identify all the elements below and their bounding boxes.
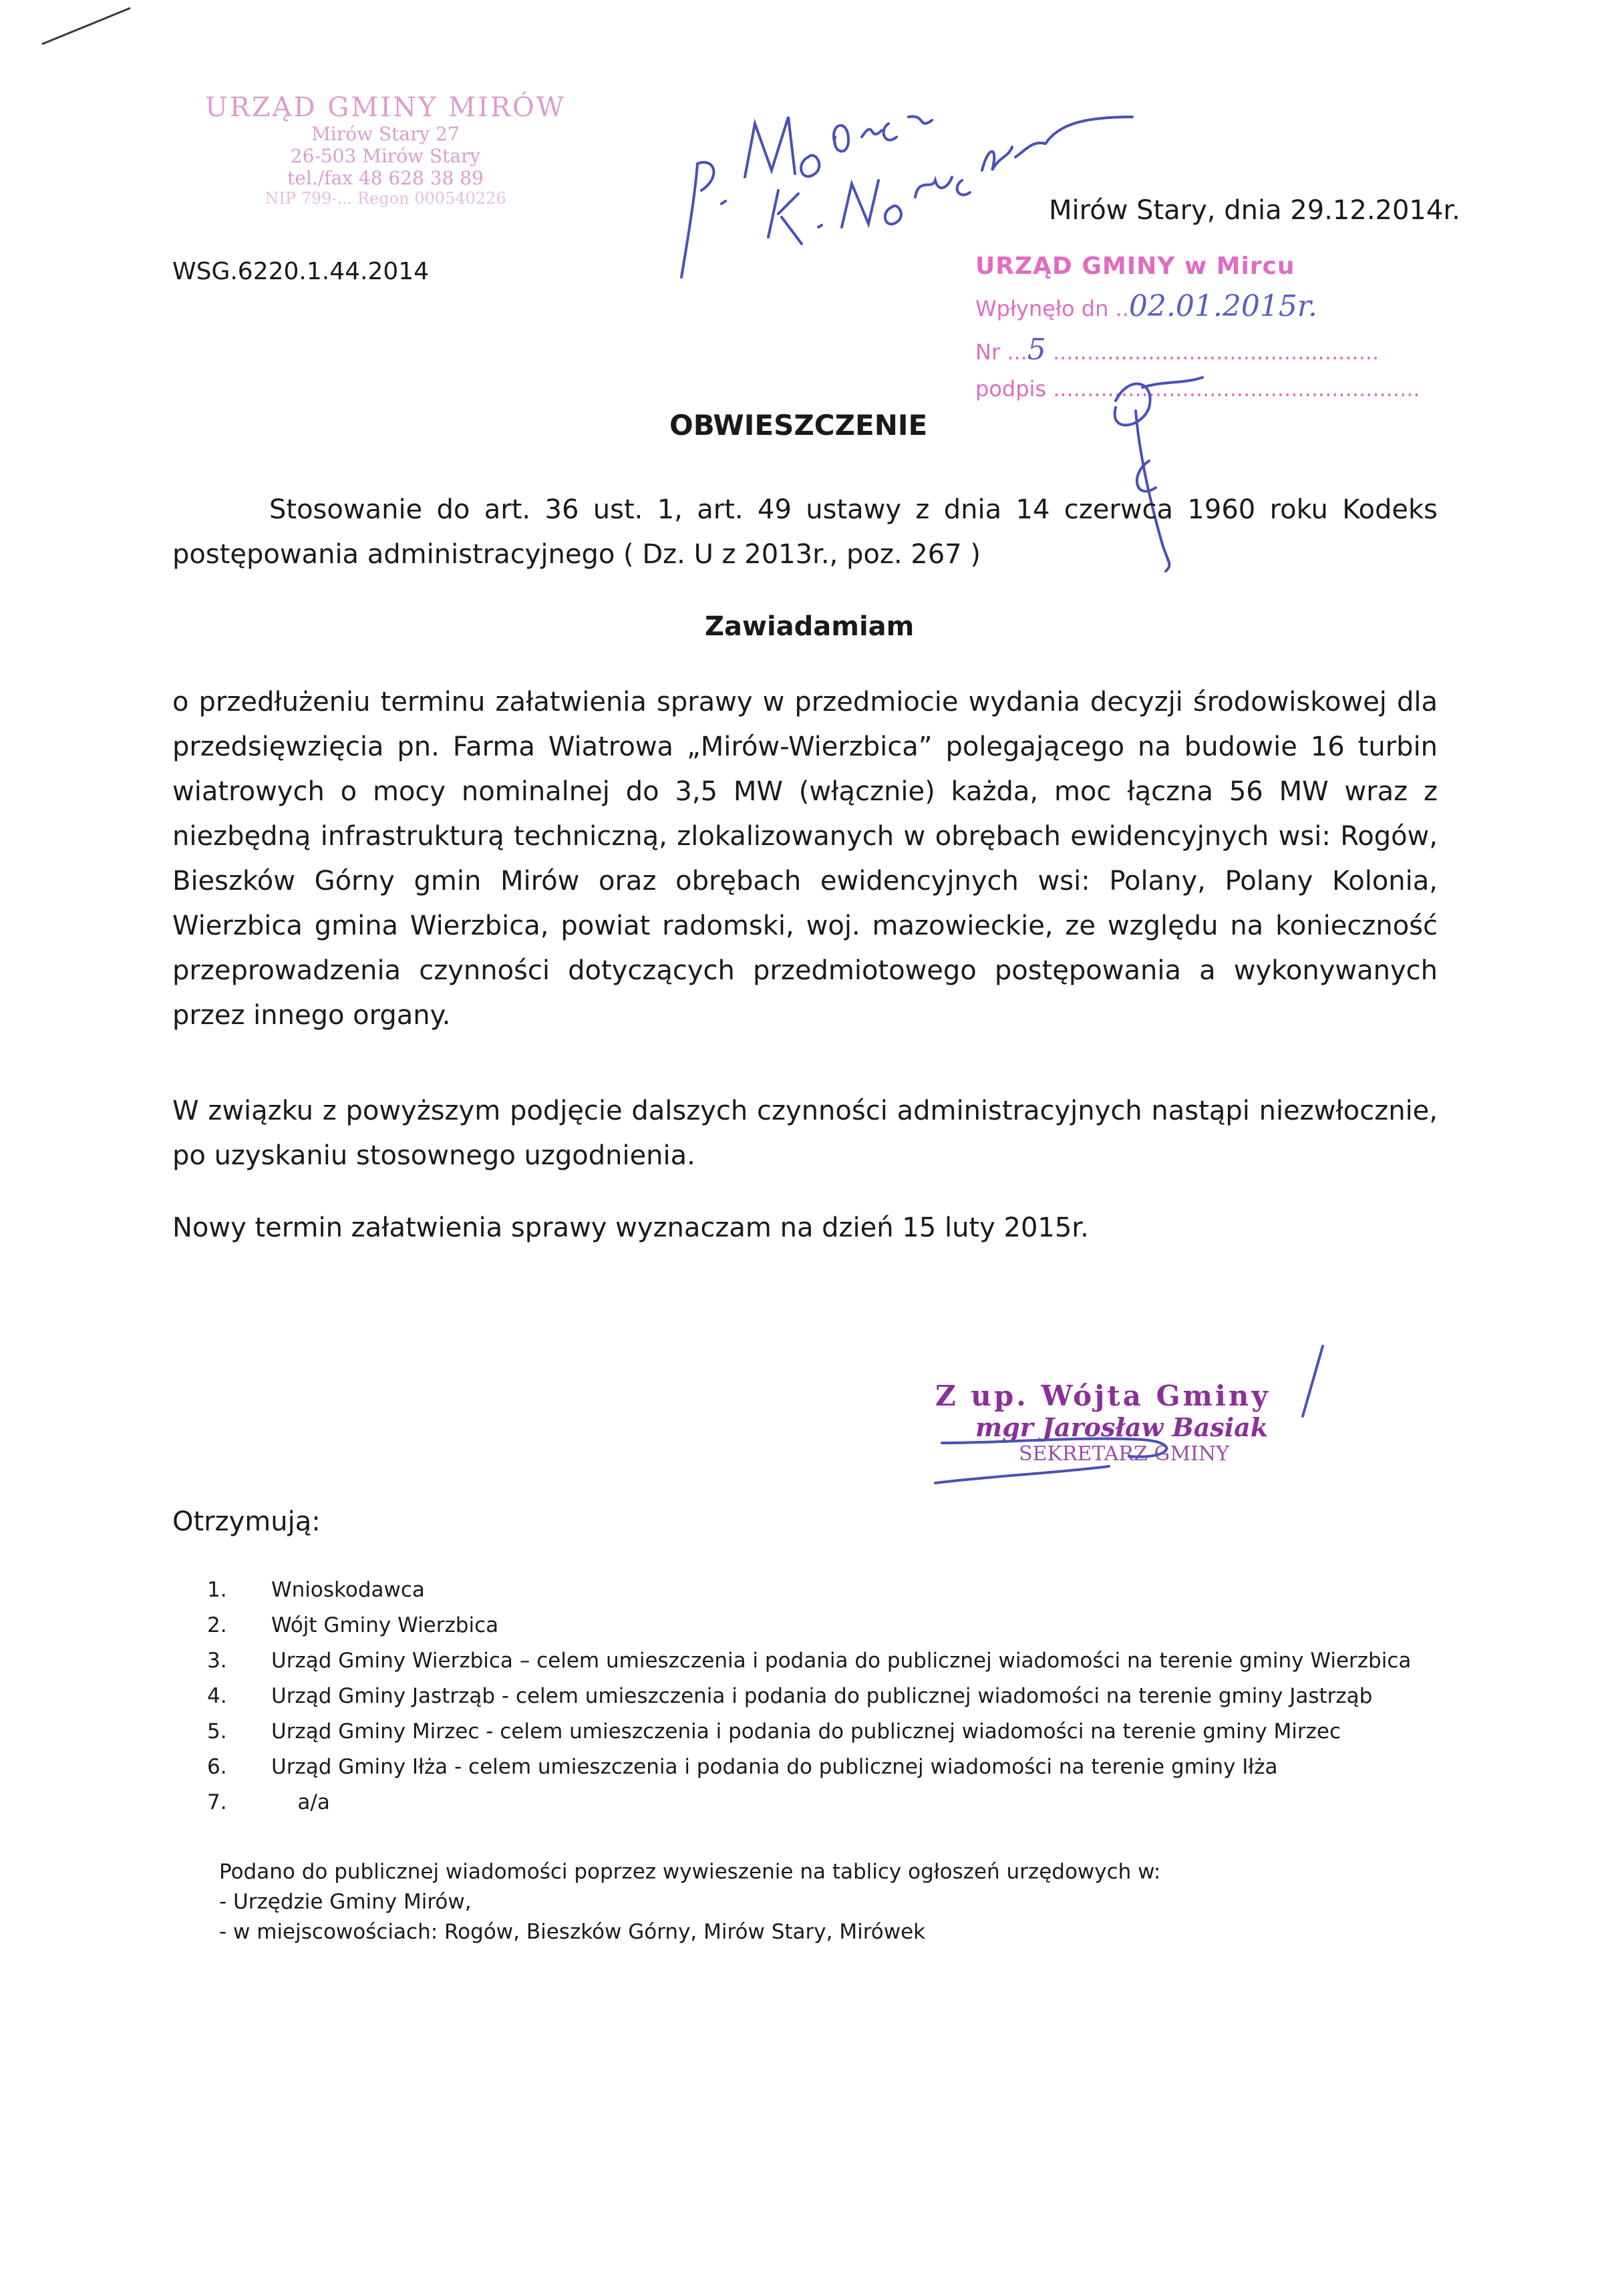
- signature-line-2: mgr Jarosław Basiak: [975, 1412, 1269, 1442]
- recipients-list: [207, 1578, 1411, 1826]
- list-item: 6. Urząd Gminy Iłża - celem umieszczenia i podania do publicznej wiadomości na terenie gminy Iłża: [207, 1755, 1278, 1779]
- office-stamp-ids: NIP 799-... Regon 000540226: [265, 189, 506, 208]
- received-number-label: Nr: [975, 339, 1001, 365]
- received-date-row: Wpłynęło dn ..02.01.2015r.: [975, 289, 1318, 323]
- office-stamp-address-1: Mirów Stary 27: [311, 123, 460, 145]
- document-subtitle: Zawiadamiam: [705, 611, 915, 642]
- office-stamp-address-2: 26-503 Mirów Stary: [290, 145, 481, 167]
- office-stamp: [195, 92, 576, 208]
- signature-line-1: Z up. Wójta Gminy: [935, 1379, 1271, 1412]
- list-item: 7. a/a: [207, 1790, 330, 1814]
- main-paragraph: o przedłużeniu terminu załatwienia sprawy w przedmiocie wydania decyzji środowiskowej dla przedsięwzięcia pn. Farma Wiatrowa „Mirów-Wierzbica” polegającego na budowie 16 turbin wiatrowych o mocy nominalnej do 3,5 MW (włącznie) każda, moc łączna 56 MW wraz z niezbędną infrastrukturą techniczną, zlokalizowanych w obrębach ewidencyjnych wsi: Rogów, Bieszków Górny gmin Mirów oraz obrębach ewidencyjnych wsi: Polany, Polany Kolonia, Wierzbica gmina Wierzbica, powiat radomski, woj. mazowieckie, ze względu na konieczność przeprowadzenia czynności dotyczących przedmiotowego postępowania a wykonywanych przez innego organy.: [172, 687, 1438, 1031]
- notice-line-1: Podano do publicznej wiadomości poprzez wywieszenie na tablicy ogłoszeń urzędowych w:: [219, 1860, 1161, 1884]
- signature-line-3: SEKRETARZ GMINY: [1019, 1442, 1229, 1466]
- document-date: Mirów Stary, dnia 29.12.2014r.: [1049, 195, 1460, 226]
- list-item: 5. Urząd Gminy Mirzec - celem umieszczenia i podania do publicznej wiadomości na terenie gminy Mirzec: [207, 1719, 1341, 1744]
- pen-mark: [37, 0, 137, 50]
- received-date-label: Wpłynęło dn: [975, 296, 1109, 321]
- list-item: 3. Urząd Gminy Wierzbica – celem umieszczenia i podania do publicznej wiadomości na terenie gminy Wierzbica: [207, 1649, 1412, 1673]
- office-stamp-name: URZĄD GMINY MIRÓW: [205, 92, 566, 123]
- deadline-paragraph: Nowy termin załatwienia sprawy wyznaczam na dzień 15 luty 2015r.: [172, 1212, 1089, 1243]
- received-number-row: Nr ...5 ................................................: [975, 333, 1380, 367]
- list-item: 2. Wójt Gminy Wierzbica: [207, 1613, 499, 1637]
- list-item: 4. Urząd Gminy Jastrząb - celem umieszczenia i podania do publicznej wiadomości na terenie gminy Jastrząb: [207, 1684, 1373, 1708]
- notice-line-2: - Urzędzie Gminy Mirów,: [219, 1890, 472, 1914]
- received-signature-row: podpis ......................................................: [975, 376, 1420, 401]
- notice-line-3: - w miejscowościach: Rogów, Bieszków Górny, Mirów Stary, Mirówek: [219, 1920, 926, 1944]
- received-date-value: 02.01.2015r.: [1128, 289, 1318, 323]
- list-item: 1. Wnioskodawca: [207, 1578, 425, 1602]
- reference-number: WSG.6220.1.44.2014: [172, 258, 430, 285]
- document-title: OBWIESZCZENIE: [669, 409, 928, 442]
- received-signature-label: podpis: [975, 376, 1047, 401]
- received-stamp-title: URZĄD GMINY w Mircu: [975, 253, 1295, 280]
- followup-paragraph: W związku z powyższym podjęcie dalszych czynności administracyjnych nastąpi niezwłocznie, po uzyskaniu stosownego uzgodnienia.: [172, 1096, 1438, 1171]
- recipients-heading: Otrzymują:: [172, 1506, 321, 1537]
- intro-paragraph: Stosowanie do art. 36 ust. 1, art. 49 ustawy z dnia 14 czerwca 1960 roku Kodeks postępowania administracyjnego ( Dz. U z 2013r., poz. 267 ): [172, 494, 1438, 570]
- handwritten-signature: [929, 1343, 1343, 1516]
- publication-notice: [219, 1857, 1160, 1947]
- office-stamp-phone: tel./fax 48 628 38 89: [287, 167, 484, 189]
- received-number-value: 5: [1027, 333, 1046, 367]
